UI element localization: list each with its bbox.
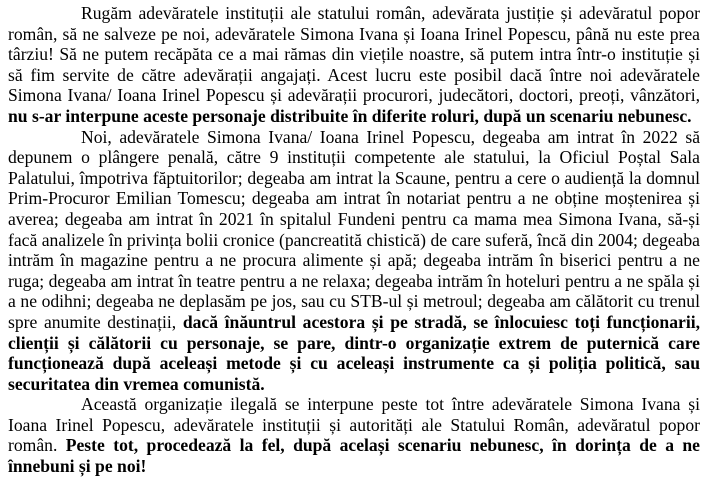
paragraph-3-text: Această organizație ilegală se interpune peste tot între adevăratele Simona Ivana și Ioana Irinel Popescu, adevăratele instituții și autorități ale Statului Român, adevăratul popor român.	[8, 394, 700, 456]
paragraph-1-bold-text: nu s-ar interpune aceste personaje distribuite în diferite roluri, după un scenariu nebunesc.	[8, 105, 692, 126]
paragraph-2	[8, 127, 700, 395]
paragraph-2-bold-text: dacă înăuntrul acestora și pe stradă, se înlocuiesc toți funcționarii, clienții și călătorii cu personaje, se pare, dintr-o organizație extrem de puternică care funcționează după aceleași metode și cu aceleași instrumente ca și poliția politică, sau securitatea din vremea comunistă.	[8, 311, 700, 394]
paragraph-2-text: Noi, adevăratele Simona Ivana/ Ioana Irinel Popescu, degeaba am intrat în 2022 să depunem o plângere penală, către 9 instituții competente ale statului, la Oficiul Poștal Sala Palatului, împotriva făptuitorilor; degeaba am intrat la Scaune, pentru a cere o audiență la domnul Prim-Procuror Emilian Tomescu; degeaba am intrat în notariat pentru a ne obține moștenirea și averea; degeaba am intrat în 2021 în spitalul Fundeni pentru ca mama mea Simona Ivana, să-și facă analizele în privința bolii cronice (pancreatită chistică) de care suferă, încă din 2004; degeaba intrăm în magazine pentru a ne procura alimente și apă; degeaba intrăm în biserici pentru a ne ruga; degeaba am intrat în teatre pentru a ne relaxa; degeaba intrăm în hoteluri pentru a ne spăla și a ne odihni; degeaba ne deplasăm pe jos, sau cu STB-ul și metroul; degeaba am călătorit cu trenul spre anumite destinații,	[8, 126, 700, 332]
paragraph-1-text: Rugăm adevăratele instituții ale statului român, adevărata justiție și adevăratul popor român, să ne salveze pe noi, adevăratele Simona Ivana și Ioana Irinel Popescu, până nu este prea târziu! Să ne putem recăpăta ce a mai rămas din viețile noastre, să putem intra într-o instituție și să fim servite de către adevărații angajați. Acest lucru este posibil dacă între noi adevăratele Simona Ivana/ Ioana Irinel Popescu și adevărații procurori, judecători, doctori, preoți, vânzători,	[8, 3, 700, 106]
paragraph-1	[8, 3, 700, 127]
paragraph-3-bold-text: Peste tot, procedează la fel, după același scenariu nebunesc, în dorința de a ne înnebuni și pe noi!	[8, 435, 700, 477]
paragraph-3	[8, 394, 700, 476]
